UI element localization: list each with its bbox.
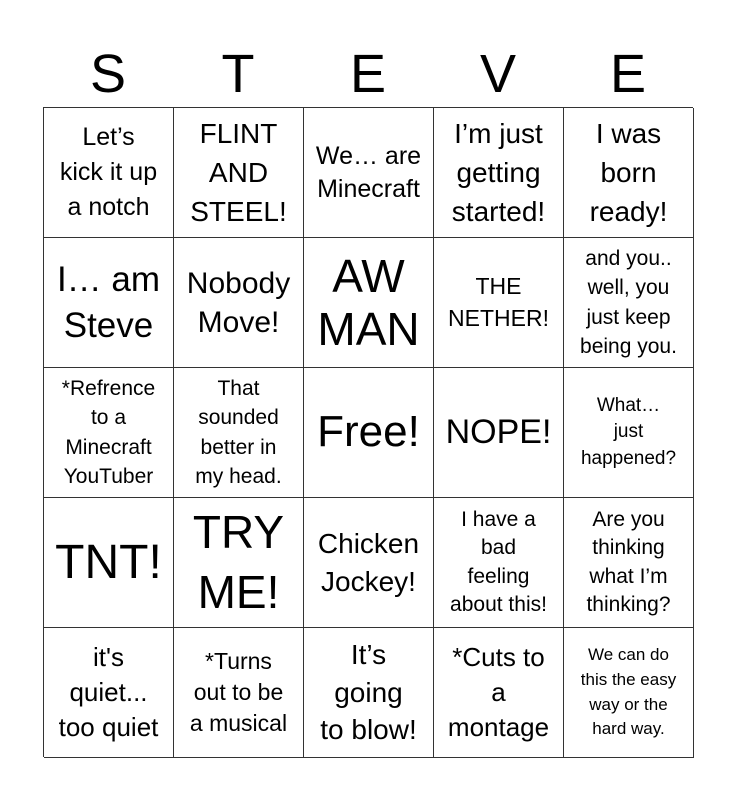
bingo-header bbox=[43, 40, 693, 108]
bingo-cell[interactable]: and you.. well, you just keep being you. bbox=[564, 238, 694, 368]
bingo-cell[interactable]: TNT! bbox=[44, 498, 174, 628]
header-letter: V bbox=[479, 44, 517, 104]
bingo-cell[interactable]: Chicken Jockey! bbox=[304, 498, 434, 628]
bingo-cell[interactable]: It’s going to blow! bbox=[304, 628, 434, 758]
bingo-cell[interactable]: Nobody Move! bbox=[174, 238, 304, 368]
bingo-cell[interactable]: NOPE! bbox=[434, 368, 564, 498]
bingo-cell[interactable]: it's quiet... too quiet bbox=[44, 628, 174, 758]
bingo-cell[interactable]: We can do this the easy way or the hard way. bbox=[564, 628, 694, 758]
bingo-cell[interactable]: I… am Steve bbox=[44, 238, 174, 368]
bingo-cell[interactable]: *Cuts to a montage bbox=[434, 628, 564, 758]
bingo-cell[interactable]: TRY ME! bbox=[174, 498, 304, 628]
bingo-board bbox=[43, 107, 693, 757]
bingo-cell[interactable]: *Refrence to a Minecraft YouTuber bbox=[44, 368, 174, 498]
bingo-cell[interactable]: We… are Minecraft bbox=[304, 108, 434, 238]
header-letter: E bbox=[349, 44, 387, 104]
header-letter: E bbox=[609, 44, 647, 104]
bingo-cell[interactable]: FLINT AND STEEL! bbox=[174, 108, 304, 238]
bingo-cell[interactable]: Let’s kick it up a notch bbox=[44, 108, 174, 238]
bingo-cell[interactable]: That sounded better in my head. bbox=[174, 368, 304, 498]
bingo-cell[interactable]: Are you thinking what I’m thinking? bbox=[564, 498, 694, 628]
bingo-cell[interactable]: *Turns out to be a musical bbox=[174, 628, 304, 758]
bingo-cell[interactable]: I was born ready! bbox=[564, 108, 694, 238]
bingo-cell[interactable]: Free! bbox=[304, 368, 434, 498]
bingo-cell[interactable]: AW MAN bbox=[304, 238, 434, 368]
bingo-cell[interactable]: THE NETHER! bbox=[434, 238, 564, 368]
header-letter: T bbox=[221, 44, 255, 104]
header-letter: S bbox=[89, 44, 127, 104]
bingo-cell[interactable]: What… just happened? bbox=[564, 368, 694, 498]
bingo-cell[interactable]: I have a bad feeling about this! bbox=[434, 498, 564, 628]
bingo-cell[interactable]: I’m just getting started! bbox=[434, 108, 564, 238]
